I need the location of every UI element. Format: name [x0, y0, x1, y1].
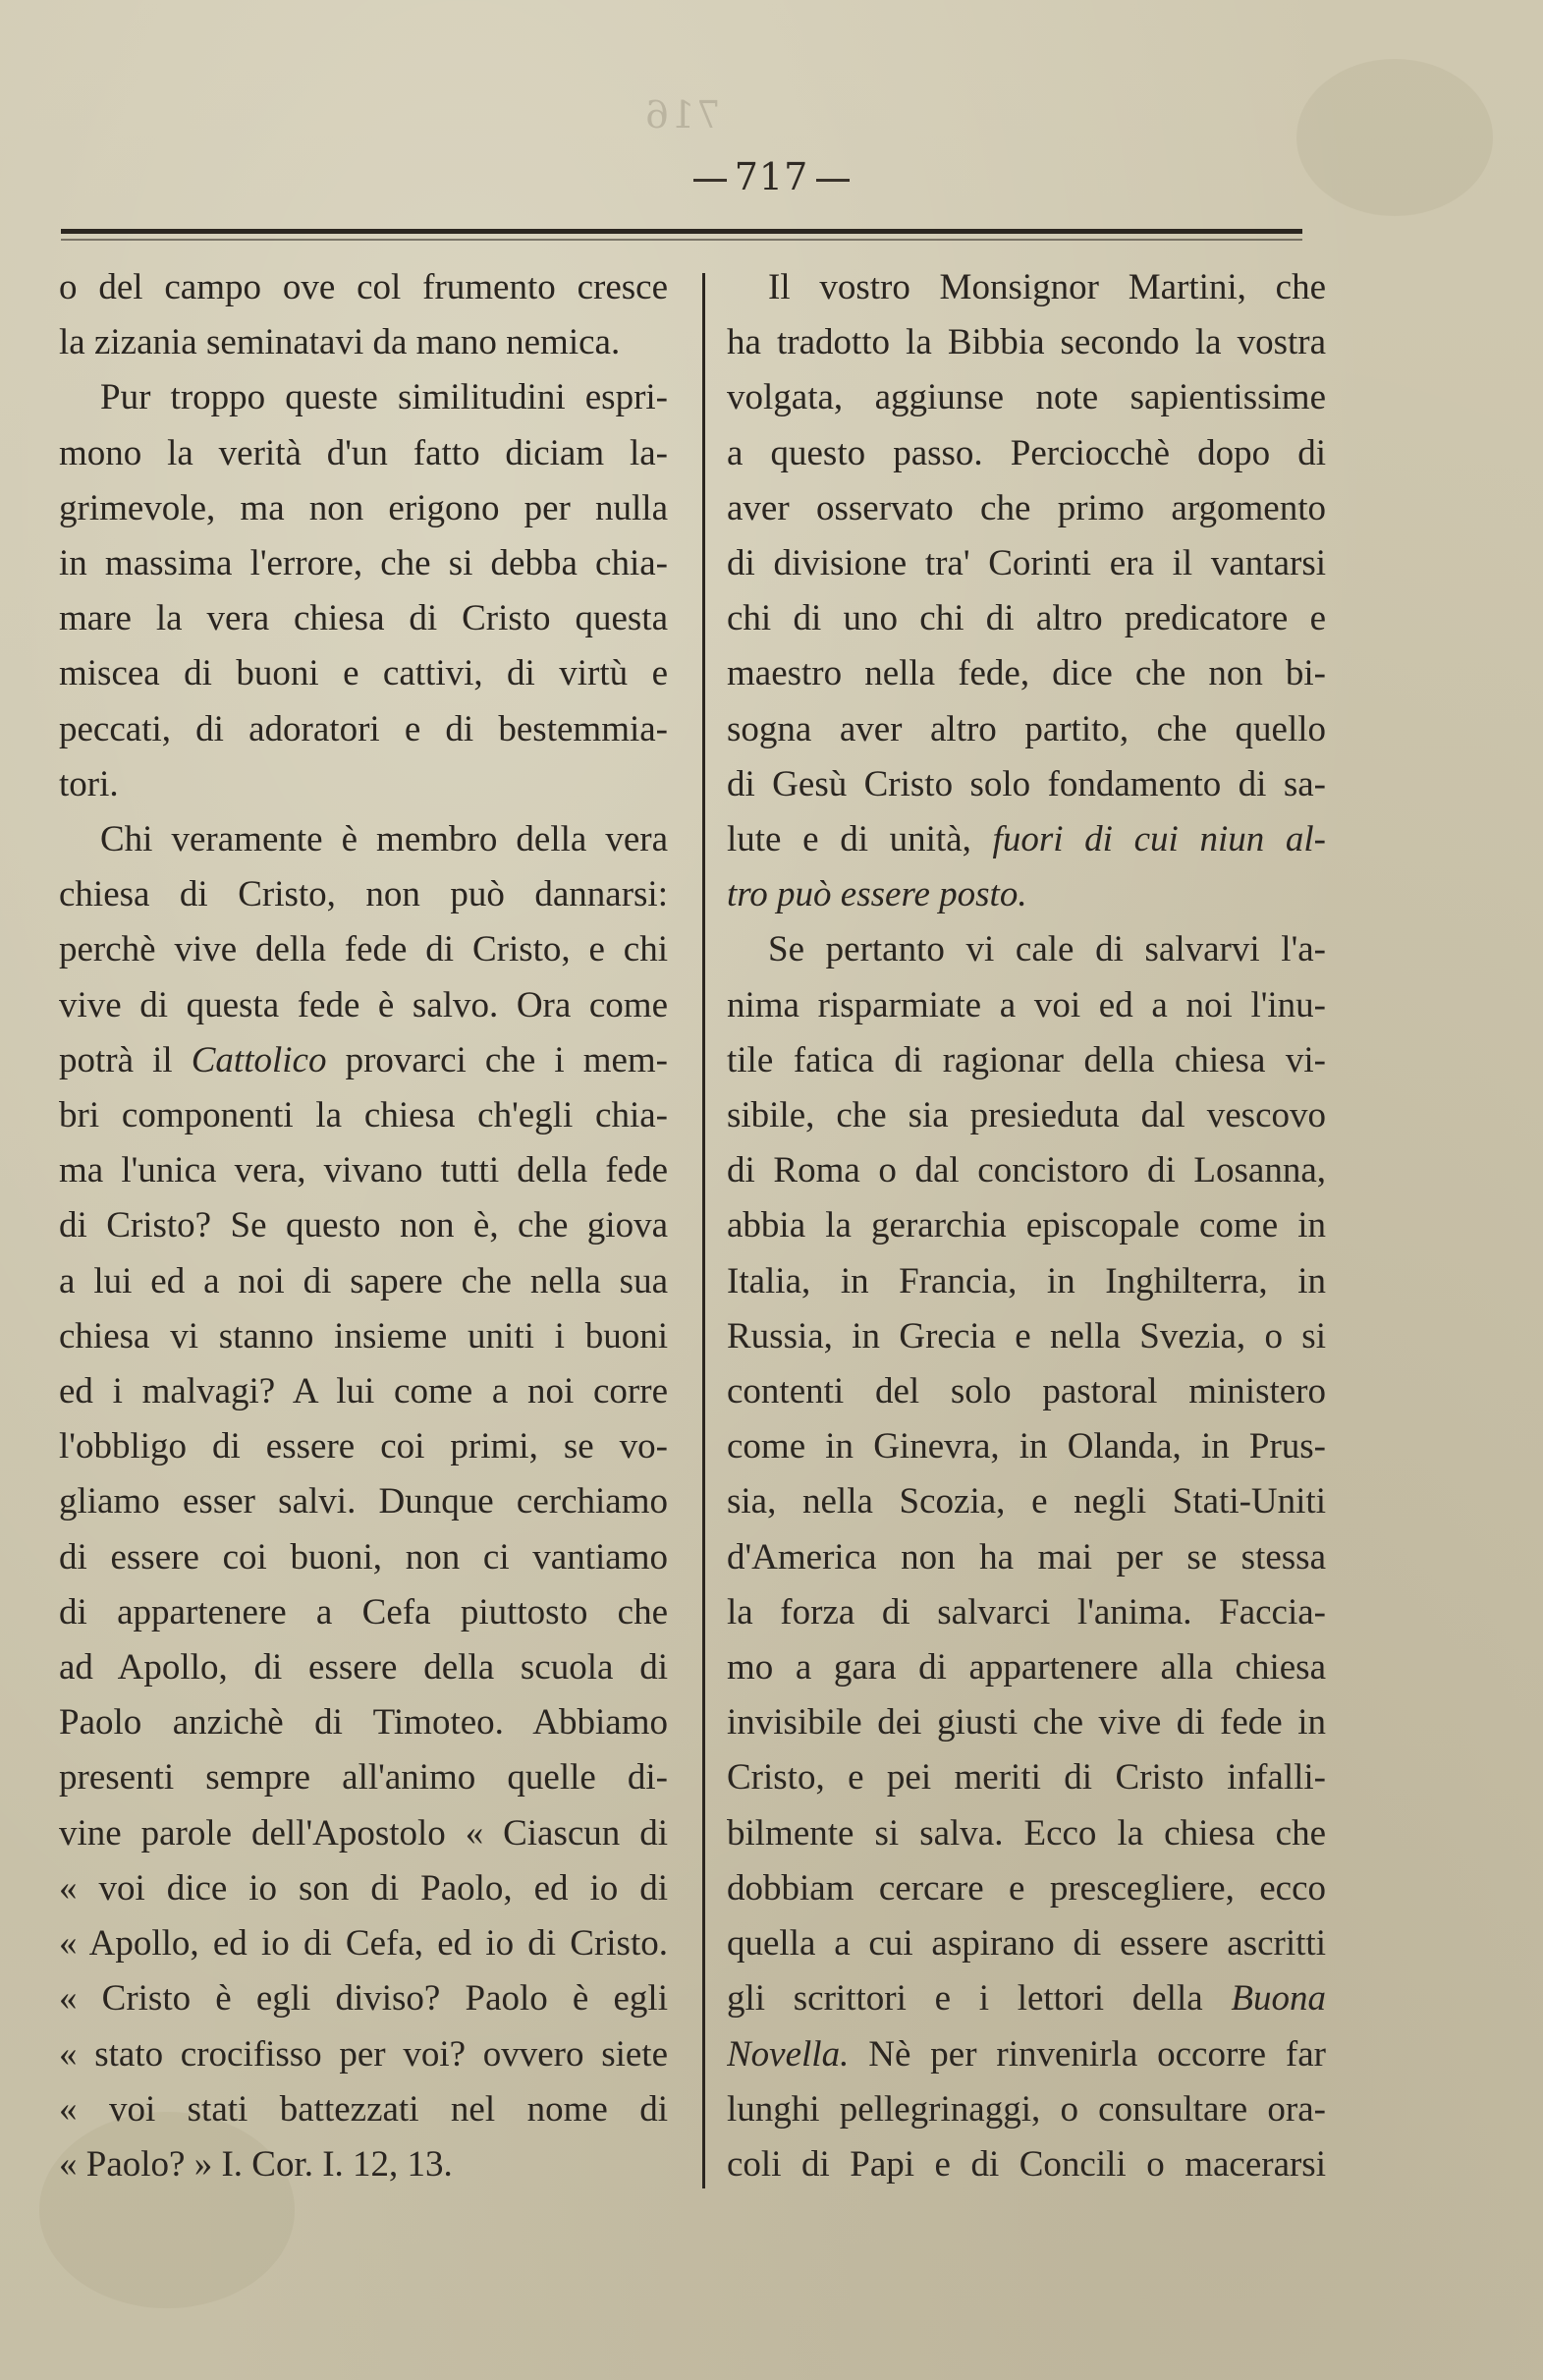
- left-column: [59, 260, 668, 2192]
- text-line: nima risparmiate a voi ed a noi l'inu-: [727, 984, 1326, 1025]
- text-line: miscea di buoni e cattivi, di virtù e: [59, 653, 668, 694]
- text-line: dobbiam cercare e prescegliere, ecco: [727, 1867, 1326, 1909]
- text-line: di Roma o dal concistoro di Losanna,: [727, 1150, 1326, 1191]
- text-line: « Apollo, ed io di Cefa, ed io di Cristo.: [59, 1923, 668, 1965]
- text-line: chi di uno chi di altro predicatore e: [727, 598, 1326, 639]
- text-line: quella a cui aspirano di essere ascritti: [727, 1923, 1326, 1965]
- text-line: abbia la gerarchia episcopale come in: [727, 1205, 1326, 1246]
- italic-text: tro può essere posto.: [727, 874, 1027, 915]
- text-line: lunghi pellegrinaggi, o consultare ora-: [727, 2088, 1326, 2130]
- text-line: [727, 867, 1326, 922]
- text-line: ha tradotto la Bibbia secondo la vostra: [727, 322, 1326, 363]
- text-line: « Cristo è egli diviso? Paolo è egli: [59, 1978, 668, 2020]
- text-line: gliamo esser salvi. Dunque cerchiamo: [59, 1481, 668, 1522]
- text-line: di appartenere a Cefa piuttosto che: [59, 1591, 668, 1633]
- text-line: di divisione tra' Corinti era il vantarsi: [727, 543, 1326, 584]
- text-line: gli scrittori e i lettori della Buona: [727, 1978, 1326, 2020]
- text-line: Italia, in Francia, in Inghilterra, in: [727, 1260, 1326, 1301]
- text-line: come in Ginevra, in Olanda, in Prus-: [727, 1426, 1326, 1467]
- text-line: ed i malvagi? A lui come a noi corre: [59, 1371, 668, 1412]
- text-line: aver osservato che primo argomento: [727, 487, 1326, 528]
- text-line: mo a gara di appartenere alla chiesa: [727, 1647, 1326, 1688]
- text-line: sibile, che sia presieduta dal vescovo: [727, 1095, 1326, 1136]
- header-rule-thin: [61, 239, 1302, 241]
- page-number: [0, 155, 1543, 198]
- text-line: « voi stati battezzati nel nome di: [59, 2088, 668, 2130]
- text-line: « voi dice io son di Paolo, ed io di: [59, 1867, 668, 1909]
- text-line: sia, nella Scozia, e negli Stati-Uniti: [727, 1481, 1326, 1522]
- text-line: Se pertanto vi cale di salvarvi l'a-: [768, 929, 1326, 970]
- text-line: la forza di salvarci l'anima. Faccia-: [727, 1591, 1326, 1633]
- text-line: volgata, aggiunse note sapientissime: [727, 377, 1326, 418]
- italic-text: Novella.: [727, 2033, 850, 2075]
- page-number-dash-right: [816, 179, 850, 182]
- italic-text: Buona: [1231, 1978, 1326, 2020]
- text-line: vine parole dell'Apostolo « Ciascun di: [59, 1812, 668, 1854]
- text-line: di Cristo? Se questo non è, che giova: [59, 1205, 668, 1246]
- text-line: presenti sempre all'animo quelle di-: [59, 1757, 668, 1799]
- text-line: a questo passo. Perciocchè dopo di: [727, 432, 1326, 473]
- text-line: a lui ed a noi di sapere che nella sua: [59, 1260, 668, 1301]
- text-line: Chi veramente è membro della vera: [100, 819, 668, 860]
- header-rule: [61, 229, 1302, 234]
- text-line: in massima l'errore, che si debba chia-: [59, 543, 668, 584]
- text-line: Il vostro Monsignor Martini, che: [768, 267, 1326, 307]
- text-line: tile fatica di ragionar della chiesa vi-: [727, 1039, 1326, 1080]
- text-line: chiesa vi stanno insieme uniti i buoni: [59, 1315, 668, 1356]
- text-line: o del campo ove col frumento cresce: [59, 267, 668, 307]
- text-line: mono la verità d'un fatto diciam la-: [59, 432, 668, 473]
- text-line: mare la vera chiesa di Cristo questa: [59, 598, 668, 639]
- page-number-text: 717: [734, 155, 809, 198]
- column-divider: [702, 273, 705, 2188]
- text-line: « stato crocifisso per voi? ovvero siete: [59, 2033, 668, 2075]
- italic-text: fuori di cui niun al-: [992, 819, 1326, 860]
- bleed-through-page-number: 716: [643, 93, 721, 137]
- text-line: l'obbligo di essere coi primi, se vo-: [59, 1426, 668, 1467]
- text-line: grimevole, ma non erigono per nulla: [59, 487, 668, 528]
- text-line: Cristo, e pei meriti di Cristo infalli-: [727, 1757, 1326, 1799]
- page-number-dash-left: [693, 179, 727, 182]
- text-line: peccati, di adoratori e di bestemmia-: [59, 708, 668, 749]
- text-line: Paolo anzichè di Timoteo. Abbiamo: [59, 1702, 668, 1743]
- text-line: d'America non ha mai per se stessa: [727, 1536, 1326, 1577]
- text-line: Russia, in Grecia e nella Svezia, o si: [727, 1315, 1326, 1356]
- text-line: sogna aver altro partito, che quello: [727, 708, 1326, 749]
- text-line: lute e di unità, fuori di cui niun al-: [727, 819, 1326, 860]
- text-line: ad Apollo, di essere della scuola di: [59, 1647, 668, 1688]
- text-line: bri componenti la chiesa ch'egli chia-: [59, 1095, 668, 1136]
- text-line: la zizania seminatavi da mano nemica.: [59, 322, 621, 363]
- text-line: di essere coi buoni, non ci vantiamo: [59, 1536, 668, 1577]
- text-line: Novella. Nè per rinvenirla occorre far: [727, 2033, 1326, 2075]
- text-line: contenti del solo pastoral ministero: [727, 1371, 1326, 1412]
- text-line: « Paolo? » I. Cor. I. 12, 13.: [59, 2143, 453, 2185]
- text-line: invisibile dei giusti che vive di fede in: [727, 1702, 1326, 1743]
- text-line: tori.: [59, 763, 119, 804]
- text-line: vive di questa fede è salvo. Ora come: [59, 984, 668, 1025]
- right-column: [727, 260, 1326, 2192]
- text-line: perchè vive della fede di Cristo, e chi: [59, 929, 668, 970]
- text-line: di Gesù Cristo solo fondamento di sa-: [727, 763, 1326, 804]
- text-line: bilmente si salva. Ecco la chiesa che: [727, 1812, 1326, 1854]
- text-line: coli di Papi e di Concili o macerarsi: [727, 2143, 1326, 2185]
- italic-text: Cattolico: [191, 1039, 327, 1080]
- text-line: potrà il Cattolico provarci che i mem-: [59, 1039, 668, 1080]
- text-line: maestro nella fede, dice che non bi-: [727, 653, 1326, 694]
- text-line: Pur troppo queste similitudini espri-: [100, 377, 668, 418]
- text-line: ma l'unica vera, vivano tutti della fede: [59, 1150, 668, 1191]
- text-line: chiesa di Cristo, non può dannarsi:: [59, 874, 668, 915]
